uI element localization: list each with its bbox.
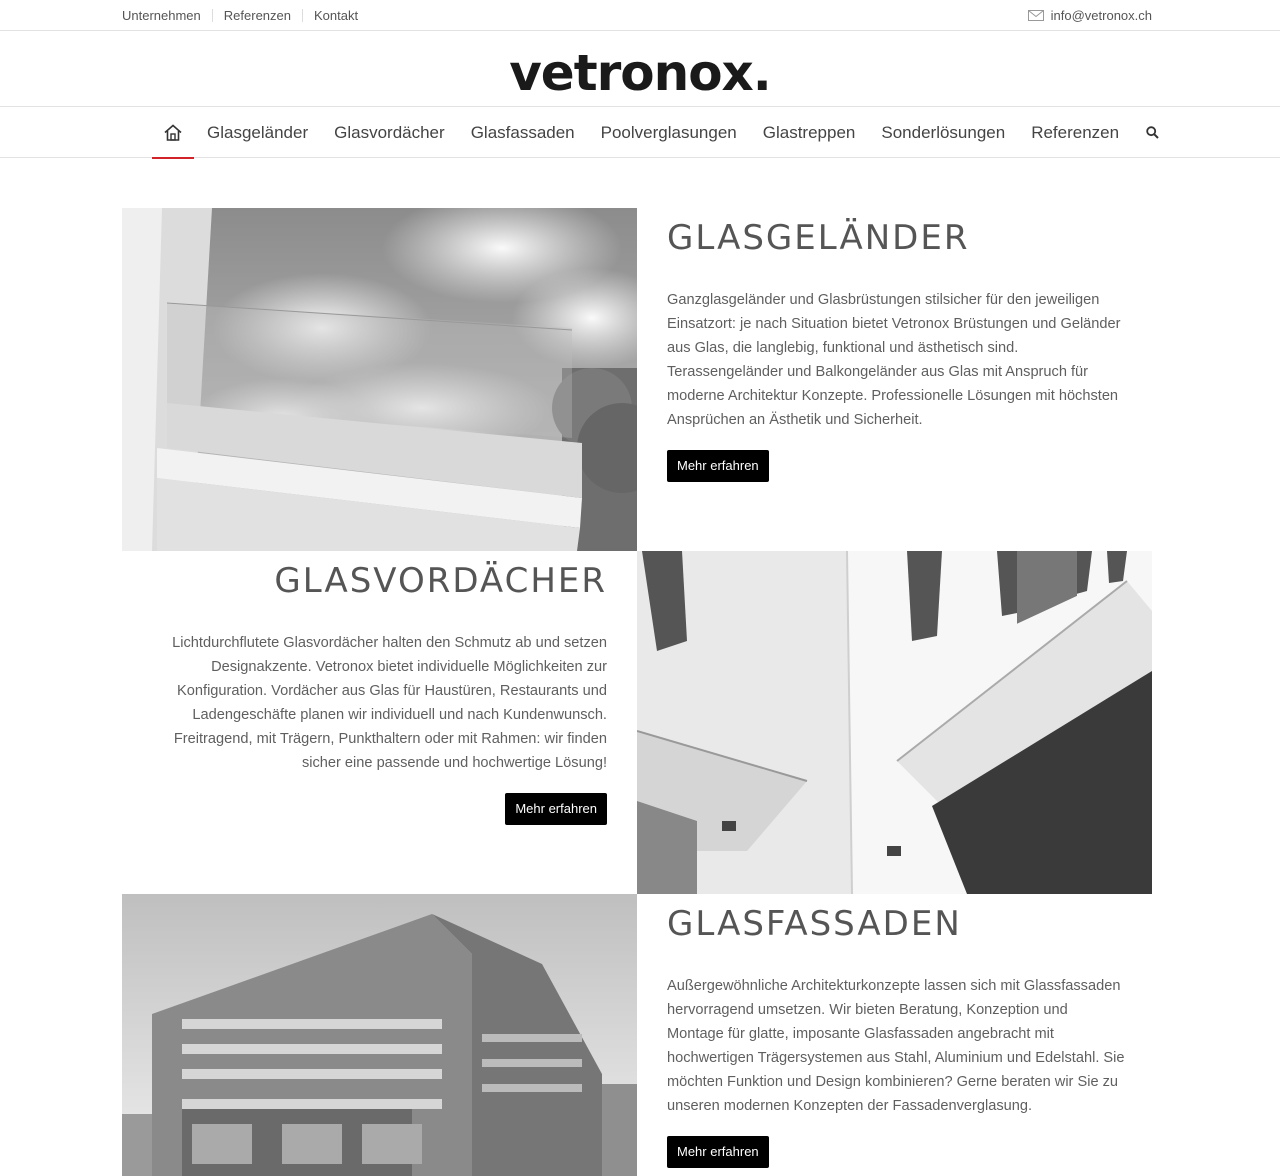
top-link-kontakt[interactable]: Kontakt <box>314 8 359 23</box>
home-icon <box>164 124 182 141</box>
glasgelaender-image[interactable] <box>122 208 637 551</box>
top-link-unternehmen[interactable]: Unternehmen <box>122 8 201 23</box>
nav-referenzen[interactable]: Referenzen <box>1031 122 1120 142</box>
divider <box>212 9 213 22</box>
glasvordaecher-title: GLASVORDÄCHER <box>274 561 607 601</box>
logo-row <box>0 31 1280 107</box>
email-link[interactable] <box>1028 8 1152 23</box>
glasvordaecher-image[interactable] <box>637 551 1152 894</box>
main-nav <box>0 107 1280 158</box>
glasvordaecher-text: Lichtdurchflutete Glasvordächer halten den Schmutz ab und setzen Designakzente. Vetronox bietet individuelle Möglichkeiten zur Konfiguration. Vordächer aus Glas für Haustüren, Restaurants und Ladengeschäfte planen wir individuell und nach Kundenwunsch. Freitragend, mit Trägern, Punkthaltern oder mit Rahmen: wir finden sicher eine passende und hochwertige Lösung! <box>172 635 607 771</box>
top-bar <box>0 0 1280 31</box>
glasgelaender-title: GLASGELÄNDER <box>667 218 970 258</box>
glasfassaden-title: GLASFASSADEN <box>667 904 962 944</box>
top-link-referenzen[interactable]: Referenzen <box>223 8 291 23</box>
email-text: info@vetronox.ch <box>1050 8 1152 23</box>
nav-glastreppen[interactable]: Glastreppen <box>762 122 856 142</box>
nav-glasfassaden[interactable]: Glasfassaden <box>470 122 575 142</box>
nav-sonderloesungen[interactable]: Sonderlösungen <box>881 122 1006 142</box>
nav-poolverglasungen[interactable]: Poolverglasungen <box>600 122 737 142</box>
nav-glasgelaender[interactable]: Glasgeländer <box>207 122 309 142</box>
search-icon <box>1146 126 1159 139</box>
glasfassaden-image[interactable] <box>122 894 637 1176</box>
envelope-icon <box>1028 10 1044 21</box>
glasvordaecher-section <box>160 561 607 825</box>
nav-home[interactable] <box>152 107 194 158</box>
glasfassaden-section <box>667 904 1127 1168</box>
glasfassaden-more-button[interactable]: Mehr erfahren <box>667 1136 769 1168</box>
glasvordaecher-more-button[interactable]: Mehr erfahren <box>505 793 607 825</box>
glasfassaden-text: Außergewöhnliche Architekturkonzepte lassen sich mit Glassfassaden hervorragend umsetzen. Wir bieten Beratung, Konzeption und Montage für glatte, imposante Glasfassaden angebracht mit hochwertigen Trägersystemen aus Stahl, Aluminium und Edelstahl. Sie möchten Funktion und Design kombinieren? Gerne beraten wir Sie zu unseren modernen Konzepten der Fassadenverglasung. <box>667 978 1125 1114</box>
glasgelaender-more-button[interactable]: Mehr erfahren <box>667 450 769 482</box>
glasgelaender-text: Ganzglasgeländer und Glasbrüstungen stilsicher für den jeweiligen Einsatzort: je nach Situation bietet Vetronox Brüstungen und Geländer aus Glas, die langlebig, funktional und ästhetisch sind. Terassengeländer und Balkongeländer aus Glas mit Anspruch für moderne Architektur Konzepte. Professionelle Lösungen mit höchsten Ansprüchen an Ästhetik und Sicherheit. <box>667 292 1121 428</box>
nav-search[interactable] <box>1132 107 1173 158</box>
nav-glasvordaecher[interactable]: Glasvordächer <box>334 122 445 142</box>
site-logo[interactable]: vetronox. <box>509 44 771 102</box>
divider <box>302 9 303 22</box>
glasgelaender-section <box>667 218 1127 482</box>
top-links <box>122 8 358 23</box>
